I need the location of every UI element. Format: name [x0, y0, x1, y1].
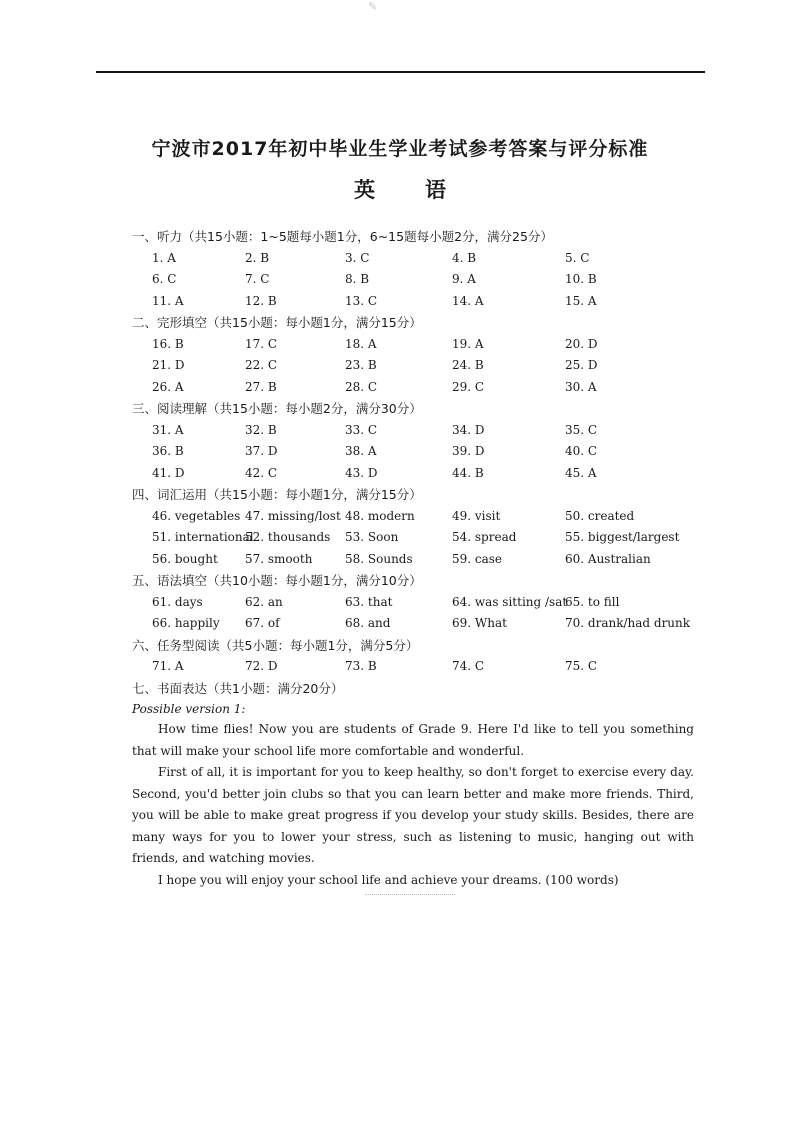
section-header-cloze: 二、完形填空（共15小题：每小题1分，满分15分）	[132, 315, 422, 330]
answer-item: 38. A	[345, 444, 377, 458]
answer-item: 15. A	[565, 293, 597, 308]
page-footer-mark	[365, 894, 455, 899]
answer-item: 28. C	[345, 379, 378, 394]
answer-row	[132, 420, 702, 442]
answer-item: 27. B	[245, 379, 277, 394]
answer-item: 22. C	[245, 358, 278, 372]
top-rule	[96, 71, 705, 73]
answer-row	[132, 549, 702, 571]
answer-item: 73. B	[345, 659, 377, 673]
answer-item: 19. A	[452, 336, 484, 351]
answer-item: 14. A	[452, 293, 484, 308]
answer-item: 25. D	[565, 358, 598, 372]
answer-row	[132, 355, 702, 377]
answer-item: 65. to fill	[565, 594, 620, 609]
answer-item: 40. C	[565, 444, 598, 458]
answer-item: 54. spread	[452, 530, 517, 544]
answer-item: 33. C	[345, 422, 378, 437]
answer-item: 10. B	[565, 272, 597, 286]
answer-item: 53. Soon	[345, 530, 399, 544]
section-header-reading: 三、阅读理解（共15小题：每小题2分，满分30分）	[132, 401, 422, 416]
answer-item: 68. and	[345, 616, 391, 630]
answer-item: 42. C	[245, 465, 278, 480]
essay-paragraph: First of all, it is important for you to keep healthy, so don't forget to exercise every day. Second, you'd better join clubs so that you can learn better and make more friends. Third, you will be able to make great progress if you develop your study skills. Besides, there are many ways for you to lower your stress, such as listening to music, hanging out with friends, and watching movies.	[132, 765, 694, 865]
answer-item: 52. thousands	[245, 530, 331, 544]
answer-item: 37. D	[245, 444, 278, 458]
answer-item: 43. D	[345, 465, 378, 480]
answer-item: 13. C	[345, 293, 378, 308]
answer-item: 1. A	[152, 250, 176, 265]
scan-watermark-icon: ✎	[368, 0, 378, 13]
answer-item: 4. B	[452, 250, 477, 265]
answer-item: 47. missing/lost	[245, 508, 341, 523]
answer-row	[132, 506, 702, 528]
answer-item: 36. B	[152, 444, 184, 458]
answer-item: 70. drank/had drunk	[565, 616, 691, 630]
document-title: 宁波市2017年初中毕业生学业考试参考答案与评分标准	[151, 138, 649, 160]
answer-item: 29. C	[452, 379, 485, 394]
answer-row	[132, 592, 702, 614]
section-header-listening: 一、听力（共15小题：1~5题每小题1分，6~15题每小题2分，满分25分）	[132, 229, 553, 244]
answer-item: 46. vegetables	[152, 508, 241, 523]
answer-item: 50. created	[565, 508, 635, 523]
answer-row	[132, 248, 702, 270]
subject-heading: 英语	[354, 178, 496, 202]
answer-item: 75. C	[565, 659, 598, 673]
answer-row	[132, 377, 702, 399]
answer-item: 55. biggest/largest	[565, 530, 680, 544]
answer-item: 60. Australian	[565, 551, 651, 566]
possible-version-label: Possible version 1:	[132, 702, 246, 716]
section-header-grammar: 五、语法填空（共10小题：每小题1分，满分10分）	[132, 573, 422, 588]
essay-paragraph: How time flies! Now you are students of Grade 9. Here I'd like to tell you something that will make your school life more comfortable and wonderful.	[132, 722, 694, 758]
answer-item: 11. A	[152, 293, 184, 308]
answer-item: 45. A	[565, 465, 597, 480]
answer-item: 44. B	[452, 465, 484, 480]
sample-essay	[132, 719, 702, 891]
answer-item: 17. C	[245, 336, 278, 351]
answer-item: 57. smooth	[245, 551, 313, 566]
answer-item: 58. Sounds	[345, 551, 413, 566]
answer-item: 51. international	[152, 530, 254, 544]
answer-item: 30. A	[565, 379, 597, 394]
section-header-vocabulary: 四、词汇运用（共15小题：每小题1分，满分15分）	[132, 487, 422, 502]
answer-item: 23. B	[345, 358, 377, 372]
answer-item: 26. A	[152, 379, 184, 394]
answer-item: 34. D	[452, 422, 485, 437]
answer-item: 8. B	[345, 272, 370, 286]
answer-item: 18. A	[345, 336, 377, 351]
answer-item: 64. was sitting /sat	[452, 594, 568, 609]
answer-item: 74. C	[452, 659, 485, 673]
answer-item: 59. case	[452, 551, 503, 566]
answer-item: 12. B	[245, 293, 277, 308]
answer-item: 63. that	[345, 594, 393, 609]
answer-row	[132, 269, 702, 291]
answer-item: 56. bought	[152, 551, 218, 566]
answer-item: 41. D	[152, 465, 185, 480]
answer-item: 6. C	[152, 272, 177, 286]
answer-item: 20. D	[565, 336, 598, 351]
answer-item: 69. What	[452, 616, 507, 630]
answer-row	[132, 291, 702, 313]
answer-item: 16. B	[152, 336, 184, 351]
answer-row	[132, 441, 702, 463]
answer-row	[132, 527, 702, 549]
answer-content	[132, 226, 702, 891]
answer-row	[132, 613, 702, 635]
answer-item: 9. A	[452, 272, 476, 286]
answer-item: 24. B	[452, 358, 484, 372]
answer-row	[132, 463, 702, 485]
answer-item: 35. C	[565, 422, 598, 437]
answer-row	[132, 334, 702, 356]
answer-item: 49. visit	[452, 508, 501, 523]
answer-item: 61. days	[152, 594, 203, 609]
answer-item: 62. an	[245, 594, 283, 609]
answer-row	[132, 656, 702, 678]
answer-item: 21. D	[152, 358, 185, 372]
answer-item: 5. C	[565, 250, 590, 265]
section-header-task-reading: 六、任务型阅读（共5小题：每小题1分，满分5分）	[132, 637, 419, 653]
answer-item: 3. C	[345, 250, 370, 265]
answer-item: 32. B	[245, 422, 277, 437]
answer-item: 72. D	[245, 659, 278, 673]
answer-item: 2. B	[245, 250, 270, 265]
section-header-writing: 七、书面表达（共1小题：满分20分）	[132, 680, 344, 696]
answer-item: 48. modern	[345, 508, 415, 523]
answer-item: 67. of	[245, 616, 280, 630]
answer-item: 39. D	[452, 444, 485, 458]
answer-item: 31. A	[152, 422, 184, 437]
answer-item: 7. C	[245, 272, 270, 286]
answer-item: 71. A	[152, 659, 184, 673]
answer-item: 66. happily	[152, 616, 220, 630]
essay-paragraph: I hope you will enjoy your school life and achieve your dreams. (100 words)	[158, 872, 619, 887]
